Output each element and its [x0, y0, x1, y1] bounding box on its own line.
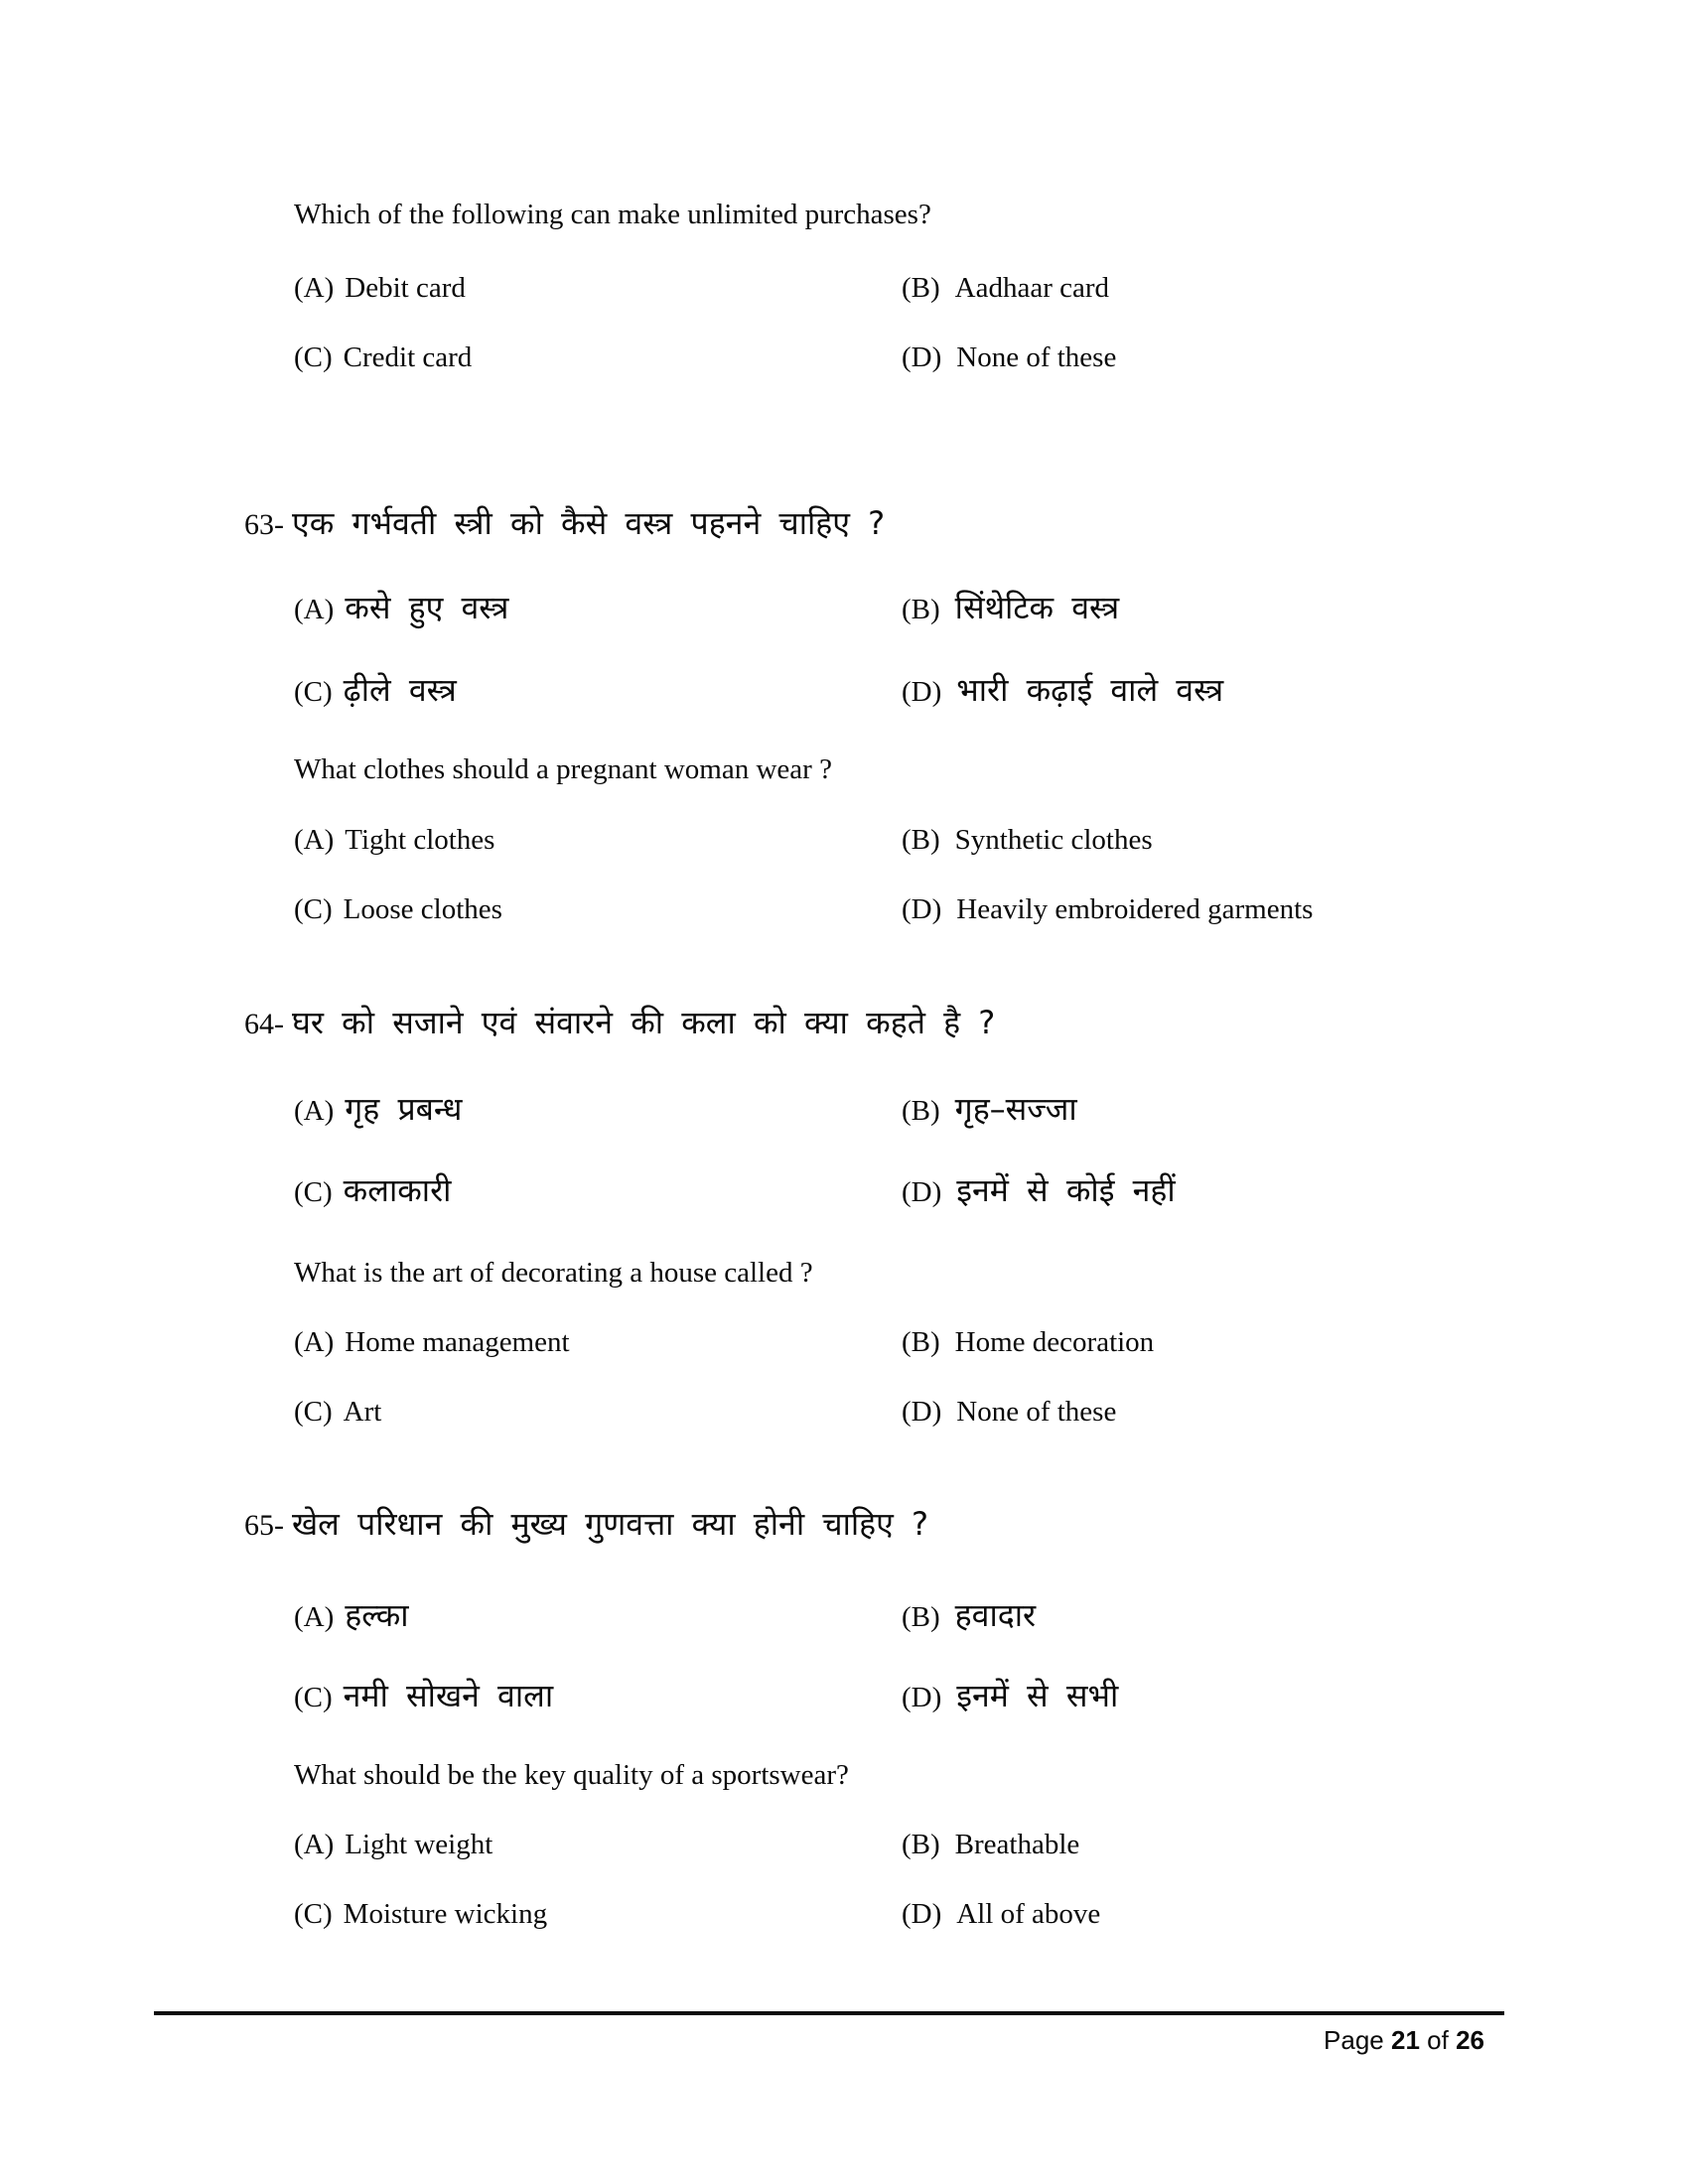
question-text-hindi: खेल परिधान की मुख्य गुणवत्ता क्या होनी चाहिए ? — [292, 1505, 929, 1543]
question-heading — [244, 1502, 1545, 1548]
question-text-hindi: एक गर्भवती स्त्री को कैसे वस्त्र पहनने चाहिए ? — [292, 504, 886, 542]
option-label: (A) — [294, 824, 335, 856]
option-b — [902, 1593, 1545, 1639]
options-row — [294, 668, 1545, 714]
option-label: (A) — [294, 272, 335, 304]
option-c — [294, 338, 902, 377]
option-b — [902, 586, 1545, 631]
option-text: All of above — [956, 1898, 1101, 1930]
options-row — [294, 268, 1545, 308]
options-row — [294, 1322, 1545, 1362]
option-a — [294, 268, 902, 308]
question-text-english: Which of the following can make unlimited purchases? — [294, 199, 931, 230]
question-text-english: What is the art of decorating a house called ? — [294, 1257, 813, 1289]
option-c — [294, 889, 902, 929]
footer-page-total: 26 — [1456, 2025, 1484, 2055]
option-text: गृह–सज्जा — [954, 1090, 1077, 1128]
option-a — [294, 1322, 902, 1362]
question-63 — [244, 501, 1545, 929]
option-text: Moisture wicking — [343, 1898, 548, 1930]
option-text: Aadhaar card — [954, 272, 1110, 304]
option-label: (C) — [294, 341, 333, 373]
option-d — [902, 668, 1545, 714]
option-label: (C) — [294, 1396, 333, 1428]
option-label: (C) — [294, 1898, 333, 1930]
option-d — [902, 1674, 1545, 1719]
footer-divider — [154, 2011, 1504, 2015]
option-text: Home management — [345, 1326, 570, 1358]
option-text: Debit card — [345, 272, 466, 304]
option-label: (B) — [902, 272, 940, 304]
option-c — [294, 1894, 902, 1934]
option-text: Home decoration — [954, 1326, 1155, 1358]
options-row — [294, 1894, 1545, 1934]
option-text: सिंथेटिक वस्त्र — [954, 589, 1120, 626]
option-a — [294, 1087, 902, 1133]
option-label: (A) — [294, 1326, 335, 1358]
option-label: (B) — [902, 594, 940, 625]
footer-of-word: of — [1427, 2025, 1449, 2055]
option-c — [294, 1674, 902, 1719]
option-label: (D) — [902, 1898, 942, 1930]
option-d — [902, 1168, 1545, 1214]
option-text: Art — [343, 1396, 382, 1428]
option-text: नमी सोखने वाला — [343, 1677, 554, 1714]
option-label: (C) — [294, 1682, 333, 1713]
option-text: Synthetic clothes — [954, 824, 1153, 856]
option-text: None of these — [956, 341, 1117, 373]
options-row — [294, 586, 1545, 631]
options-row — [294, 1674, 1545, 1719]
question-text-hindi: घर को सजाने एवं संवारने की कला को क्या कहते है ? — [292, 1004, 996, 1041]
options-row — [294, 1825, 1545, 1864]
option-text: कलाकारी — [343, 1171, 452, 1209]
option-text: ढ़ीले वस्त्र — [343, 671, 457, 709]
question-text-english: What should be the key quality of a sportswear? — [294, 1759, 849, 1791]
options-row — [294, 889, 1545, 929]
option-b — [902, 1825, 1545, 1864]
option-label: (B) — [902, 1601, 940, 1633]
option-text: Heavily embroidered garments — [956, 893, 1314, 925]
option-a — [294, 1825, 902, 1864]
option-text: गृह प्रबन्ध — [345, 1090, 463, 1128]
option-label: (D) — [902, 893, 942, 925]
option-label: (B) — [902, 1829, 940, 1860]
option-text: कसे हुए वस्त्र — [345, 589, 509, 626]
option-label: (C) — [294, 676, 333, 708]
option-label: (A) — [294, 594, 335, 625]
option-c — [294, 1168, 902, 1214]
footer-page-current: 21 — [1391, 2025, 1420, 2055]
option-a — [294, 1593, 902, 1639]
option-text: भारी कढ़ाई वाले वस्त्र — [956, 671, 1224, 709]
question-heading — [244, 1001, 1545, 1046]
question-number: 65- — [244, 1509, 284, 1542]
options-row — [294, 820, 1545, 860]
option-b — [902, 1322, 1545, 1362]
option-text: Breathable — [954, 1829, 1080, 1860]
option-label: (C) — [294, 893, 333, 925]
option-label: (D) — [902, 341, 942, 373]
question-62-continued — [244, 195, 1545, 377]
option-text: Loose clothes — [343, 893, 502, 925]
option-label: (D) — [902, 1396, 942, 1428]
option-b — [902, 820, 1545, 860]
option-b — [902, 1087, 1545, 1133]
option-label: (A) — [294, 1601, 335, 1633]
option-label: (B) — [902, 1326, 940, 1358]
option-text: Tight clothes — [345, 824, 495, 856]
option-text: Credit card — [343, 341, 473, 373]
options-row — [294, 1392, 1545, 1432]
question-65 — [244, 1502, 1545, 1934]
option-text: None of these — [956, 1396, 1117, 1428]
option-text: Light weight — [345, 1829, 493, 1860]
option-text: इनमें से कोई नहीं — [956, 1171, 1176, 1209]
option-d — [902, 1392, 1545, 1432]
question-number: 63- — [244, 508, 284, 541]
question-64 — [244, 1001, 1545, 1432]
option-d — [902, 889, 1545, 929]
option-a — [294, 820, 902, 860]
option-label: (B) — [902, 824, 940, 856]
option-label: (B) — [902, 1095, 940, 1127]
option-label: (D) — [902, 1176, 942, 1208]
option-d — [902, 338, 1545, 377]
options-row — [294, 1087, 1545, 1133]
option-label: (A) — [294, 1095, 335, 1127]
option-label: (D) — [902, 676, 942, 708]
option-b — [902, 268, 1545, 308]
page-number-footer — [154, 2023, 1484, 2057]
page-content — [244, 195, 1545, 1934]
question-text-english: What clothes should a pregnant woman wear ? — [294, 753, 832, 785]
question-heading — [244, 501, 1545, 547]
option-c — [294, 1392, 902, 1432]
option-label: (A) — [294, 1829, 335, 1860]
option-text: हवादार — [954, 1596, 1037, 1634]
option-a — [294, 586, 902, 631]
option-d — [902, 1894, 1545, 1934]
question-number: 64- — [244, 1008, 284, 1040]
option-text: हल्का — [345, 1596, 409, 1634]
option-label: (D) — [902, 1682, 942, 1713]
option-c — [294, 668, 902, 714]
footer-page-word: Page — [1324, 2025, 1384, 2055]
option-text: इनमें से सभी — [956, 1677, 1119, 1714]
options-row — [294, 1168, 1545, 1214]
option-label: (C) — [294, 1176, 333, 1208]
options-row — [294, 1593, 1545, 1639]
options-row — [294, 338, 1545, 377]
